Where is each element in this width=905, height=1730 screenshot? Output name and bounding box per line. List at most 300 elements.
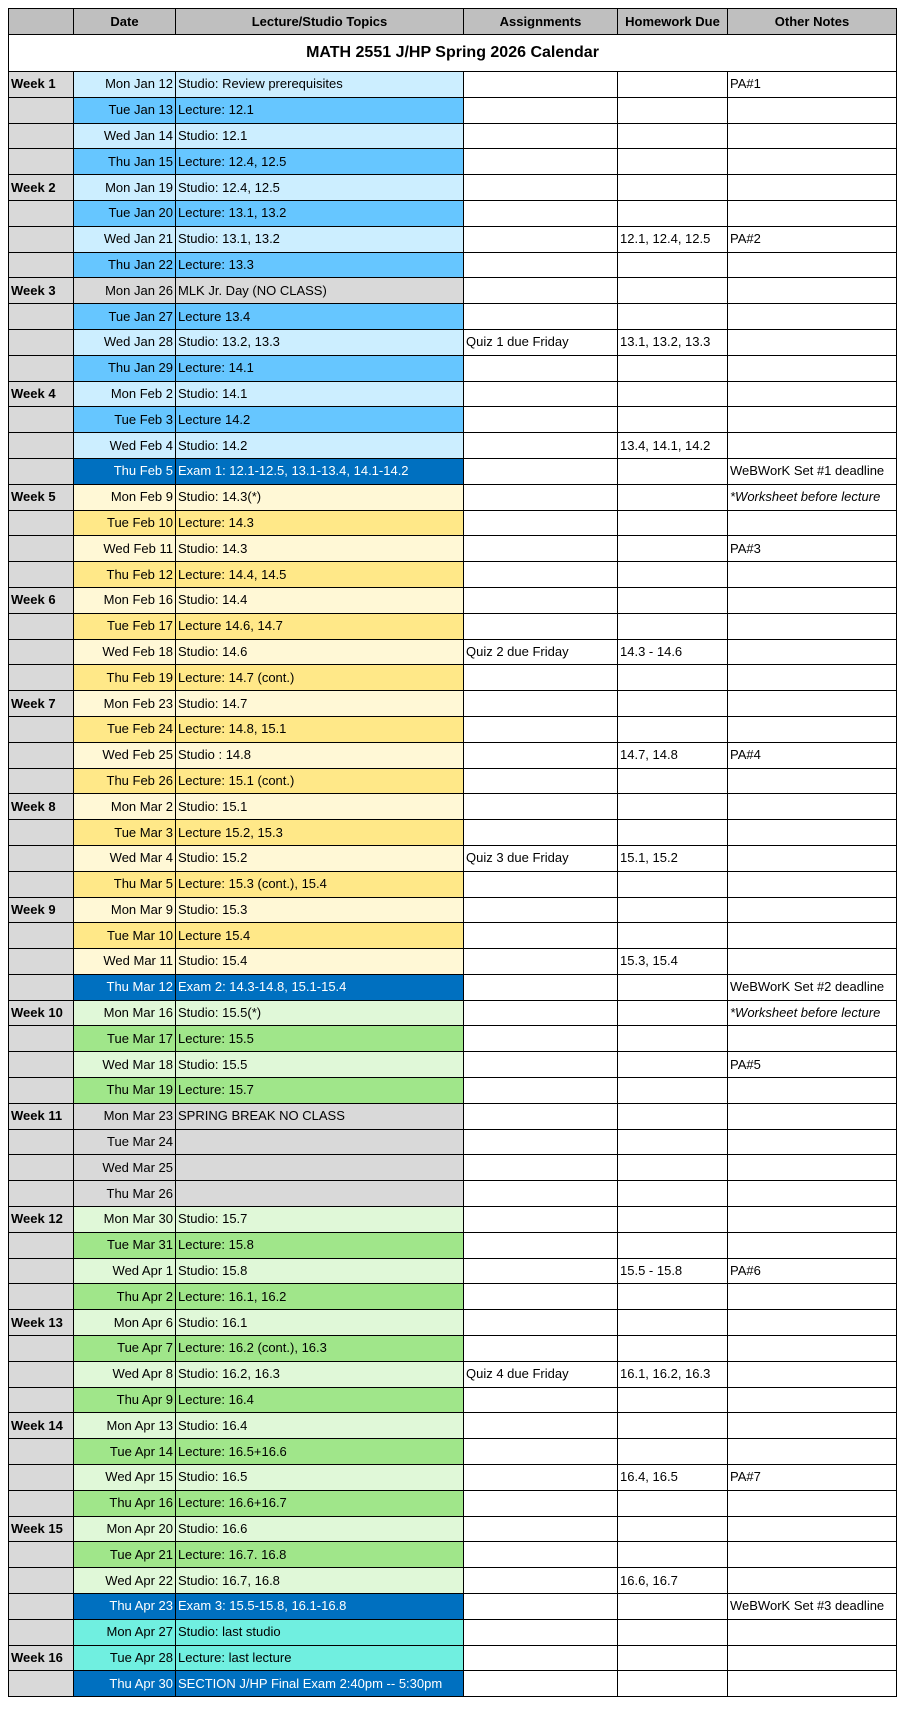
notes-cell: PA#6 <box>728 1258 897 1284</box>
topic-cell: Lecture 14.6, 14.7 <box>176 613 464 639</box>
notes-cell <box>728 355 897 381</box>
table-row <box>9 1284 897 1310</box>
homework-due-cell: 14.7, 14.8 <box>618 742 728 768</box>
topic-cell: Studio: last studio <box>176 1619 464 1645</box>
date-cell: Wed Apr 8 <box>74 1361 176 1387</box>
assignment-cell <box>464 1671 618 1697</box>
week-cell <box>9 1232 74 1258</box>
notes-cell <box>728 1207 897 1233</box>
date-cell: Mon Apr 13 <box>74 1413 176 1439</box>
date-cell: Wed Jan 21 <box>74 226 176 252</box>
notes-cell <box>728 329 897 355</box>
homework-due-cell: 16.4, 16.5 <box>618 1465 728 1491</box>
date-cell: Wed Jan 14 <box>74 123 176 149</box>
date-cell: Thu Feb 12 <box>74 562 176 588</box>
homework-due-cell <box>618 97 728 123</box>
table-row <box>9 845 897 871</box>
week-cell <box>9 1078 74 1104</box>
week-cell <box>9 820 74 846</box>
week-cell <box>9 1052 74 1078</box>
assignment-cell <box>464 1310 618 1336</box>
assignment-cell: Quiz 3 due Friday <box>464 845 618 871</box>
notes-cell <box>728 820 897 846</box>
date-cell: Mon Apr 27 <box>74 1619 176 1645</box>
date-cell: Thu Apr 2 <box>74 1284 176 1310</box>
notes-cell <box>728 1490 897 1516</box>
date-cell: Tue Mar 31 <box>74 1232 176 1258</box>
homework-due-cell <box>618 149 728 175</box>
date-cell: Thu Apr 30 <box>74 1671 176 1697</box>
table-row <box>9 1387 897 1413</box>
homework-due-cell <box>618 252 728 278</box>
assignment-cell <box>464 510 618 536</box>
date-cell: Wed Mar 4 <box>74 845 176 871</box>
topic-cell: Lecture: 16.1, 16.2 <box>176 1284 464 1310</box>
date-cell: Thu Apr 23 <box>74 1594 176 1620</box>
notes-cell <box>728 639 897 665</box>
table-row <box>9 613 897 639</box>
week-cell: Week 11 <box>9 1103 74 1129</box>
homework-due-cell <box>618 278 728 304</box>
assignment-cell <box>464 458 618 484</box>
homework-due-cell <box>618 355 728 381</box>
week-cell <box>9 974 74 1000</box>
assignment-cell <box>464 1336 618 1362</box>
week-cell: Week 4 <box>9 381 74 407</box>
week-cell <box>9 123 74 149</box>
table-row <box>9 1645 897 1671</box>
notes-cell: PA#2 <box>728 226 897 252</box>
date-cell: Thu Mar 12 <box>74 974 176 1000</box>
homework-due-cell <box>618 1207 728 1233</box>
homework-due-cell: 13.4, 14.1, 14.2 <box>618 433 728 459</box>
date-cell: Tue Jan 13 <box>74 97 176 123</box>
topic-cell: Studio: Review prerequisites <box>176 72 464 98</box>
header-assignments: Assignments <box>464 9 618 35</box>
topic-cell: Lecture: 15.3 (cont.), 15.4 <box>176 871 464 897</box>
table-row <box>9 587 897 613</box>
header-other-notes: Other Notes <box>728 9 897 35</box>
topic-cell: Lecture: 12.4, 12.5 <box>176 149 464 175</box>
notes-cell <box>728 587 897 613</box>
table-row <box>9 1207 897 1233</box>
table-row <box>9 1594 897 1620</box>
calendar-body <box>9 72 897 1697</box>
topic-cell: Studio: 15.7 <box>176 1207 464 1233</box>
table-row <box>9 536 897 562</box>
assignment-cell <box>464 1026 618 1052</box>
homework-due-cell <box>618 1078 728 1104</box>
week-cell: Week 12 <box>9 1207 74 1233</box>
week-cell <box>9 97 74 123</box>
date-cell: Mon Mar 23 <box>74 1103 176 1129</box>
assignment-cell <box>464 1181 618 1207</box>
table-row <box>9 742 897 768</box>
notes-cell <box>728 97 897 123</box>
homework-due-cell <box>618 1516 728 1542</box>
topic-cell: Lecture 15.2, 15.3 <box>176 820 464 846</box>
date-cell: Wed Feb 18 <box>74 639 176 665</box>
notes-cell: PA#3 <box>728 536 897 562</box>
homework-due-cell <box>618 974 728 1000</box>
table-row <box>9 949 897 975</box>
assignment-cell <box>464 587 618 613</box>
topic-cell: Lecture: 14.4, 14.5 <box>176 562 464 588</box>
topic-cell: Lecture 15.4 <box>176 923 464 949</box>
topic-cell: Lecture: last lecture <box>176 1645 464 1671</box>
notes-cell <box>728 1568 897 1594</box>
assignment-cell: Quiz 4 due Friday <box>464 1361 618 1387</box>
table-row <box>9 1568 897 1594</box>
table-row <box>9 1439 897 1465</box>
homework-due-cell <box>618 1155 728 1181</box>
notes-cell <box>728 562 897 588</box>
assignment-cell <box>464 536 618 562</box>
assignment-cell <box>464 613 618 639</box>
assignment-cell <box>464 820 618 846</box>
homework-due-cell <box>618 1103 728 1129</box>
assignment-cell <box>464 355 618 381</box>
week-cell <box>9 871 74 897</box>
week-cell <box>9 1568 74 1594</box>
assignment-cell <box>464 768 618 794</box>
notes-cell <box>728 716 897 742</box>
topic-cell: Lecture: 15.1 (cont.) <box>176 768 464 794</box>
date-cell: Tue Feb 3 <box>74 407 176 433</box>
date-cell: Wed Apr 15 <box>74 1465 176 1491</box>
notes-cell <box>728 1181 897 1207</box>
assignment-cell <box>464 1516 618 1542</box>
homework-due-cell <box>618 458 728 484</box>
table-row <box>9 1490 897 1516</box>
topic-cell: Lecture: 14.1 <box>176 355 464 381</box>
notes-cell <box>728 1387 897 1413</box>
week-cell: Week 8 <box>9 794 74 820</box>
assignment-cell <box>464 278 618 304</box>
assignment-cell <box>464 72 618 98</box>
week-cell <box>9 1284 74 1310</box>
week-cell <box>9 226 74 252</box>
week-cell <box>9 923 74 949</box>
week-cell <box>9 304 74 330</box>
notes-cell: WeBWorK Set #1 deadline <box>728 458 897 484</box>
notes-cell <box>728 407 897 433</box>
assignment-cell <box>464 974 618 1000</box>
week-cell <box>9 1439 74 1465</box>
topic-cell: Studio: 16.7, 16.8 <box>176 1568 464 1594</box>
assignment-cell <box>464 1542 618 1568</box>
topic-cell <box>176 1155 464 1181</box>
assignment-cell <box>464 149 618 175</box>
table-row <box>9 1155 897 1181</box>
homework-due-cell <box>618 1671 728 1697</box>
date-cell: Tue Feb 17 <box>74 613 176 639</box>
table-row <box>9 1232 897 1258</box>
assignment-cell <box>464 1568 618 1594</box>
homework-due-cell: 14.3 - 14.6 <box>618 639 728 665</box>
table-row <box>9 458 897 484</box>
topic-cell: Studio: 15.5(*) <box>176 1000 464 1026</box>
homework-due-cell <box>618 691 728 717</box>
topic-cell: Studio: 12.1 <box>176 123 464 149</box>
assignment-cell <box>464 1645 618 1671</box>
assignment-cell <box>464 1000 618 1026</box>
date-cell: Mon Jan 12 <box>74 72 176 98</box>
topic-cell: Studio: 13.1, 13.2 <box>176 226 464 252</box>
notes-cell <box>728 304 897 330</box>
table-row <box>9 1336 897 1362</box>
table-row <box>9 123 897 149</box>
week-cell <box>9 149 74 175</box>
homework-due-cell <box>618 1490 728 1516</box>
assignment-cell <box>464 1387 618 1413</box>
homework-due-cell <box>618 175 728 201</box>
table-row <box>9 665 897 691</box>
date-cell: Mon Jan 19 <box>74 175 176 201</box>
date-cell: Tue Apr 14 <box>74 1439 176 1465</box>
week-cell <box>9 639 74 665</box>
topic-cell: MLK Jr. Day (NO CLASS) <box>176 278 464 304</box>
homework-due-cell <box>618 1439 728 1465</box>
date-cell: Mon Feb 23 <box>74 691 176 717</box>
date-cell: Tue Apr 28 <box>74 1645 176 1671</box>
assignment-cell <box>464 665 618 691</box>
notes-cell <box>728 897 897 923</box>
notes-cell: PA#5 <box>728 1052 897 1078</box>
notes-cell <box>728 200 897 226</box>
notes-cell <box>728 278 897 304</box>
topic-cell: Studio: 15.2 <box>176 845 464 871</box>
topic-cell: Studio: 12.4, 12.5 <box>176 175 464 201</box>
assignment-cell <box>464 97 618 123</box>
homework-due-cell <box>618 510 728 536</box>
homework-due-cell <box>618 562 728 588</box>
week-cell: Week 13 <box>9 1310 74 1336</box>
week-cell <box>9 536 74 562</box>
topic-cell: Lecture: 16.2 (cont.), 16.3 <box>176 1336 464 1362</box>
week-cell: Week 5 <box>9 484 74 510</box>
topic-cell: Studio: 16.4 <box>176 1413 464 1439</box>
assignment-cell <box>464 175 618 201</box>
table-row <box>9 329 897 355</box>
week-cell: Week 15 <box>9 1516 74 1542</box>
table-row <box>9 897 897 923</box>
assignment-cell <box>464 304 618 330</box>
homework-due-cell <box>618 123 728 149</box>
table-row <box>9 1465 897 1491</box>
homework-due-cell: 13.1, 13.2, 13.3 <box>618 329 728 355</box>
notes-cell <box>728 871 897 897</box>
homework-due-cell <box>618 304 728 330</box>
table-row <box>9 1078 897 1104</box>
week-cell <box>9 742 74 768</box>
topic-cell: Lecture: 12.1 <box>176 97 464 123</box>
week-cell <box>9 252 74 278</box>
topic-cell: Studio: 16.5 <box>176 1465 464 1491</box>
table-row <box>9 1516 897 1542</box>
notes-cell <box>728 433 897 459</box>
week-cell <box>9 1129 74 1155</box>
date-cell: Tue Mar 24 <box>74 1129 176 1155</box>
calendar-table <box>8 8 897 1697</box>
assignment-cell <box>464 1103 618 1129</box>
week-cell <box>9 1387 74 1413</box>
assignment-cell <box>464 433 618 459</box>
date-cell: Wed Feb 4 <box>74 433 176 459</box>
date-cell: Tue Feb 10 <box>74 510 176 536</box>
week-cell: Week 10 <box>9 1000 74 1026</box>
topic-cell: SECTION J/HP Final Exam 2:40pm -- 5:30pm <box>176 1671 464 1697</box>
date-cell: Mon Jan 26 <box>74 278 176 304</box>
topic-cell: Exam 3: 15.5-15.8, 16.1-16.8 <box>176 1594 464 1620</box>
topic-cell: SPRING BREAK NO CLASS <box>176 1103 464 1129</box>
notes-cell <box>728 175 897 201</box>
table-row <box>9 691 897 717</box>
homework-due-cell <box>618 1052 728 1078</box>
homework-due-cell <box>618 1310 728 1336</box>
assignment-cell <box>464 1078 618 1104</box>
date-cell: Wed Apr 1 <box>74 1258 176 1284</box>
week-cell <box>9 613 74 639</box>
table-row <box>9 1542 897 1568</box>
table-row <box>9 639 897 665</box>
week-cell <box>9 1671 74 1697</box>
assignment-cell <box>464 742 618 768</box>
week-cell <box>9 716 74 742</box>
homework-due-cell <box>618 768 728 794</box>
week-cell <box>9 458 74 484</box>
topic-cell: Lecture: 14.7 (cont.) <box>176 665 464 691</box>
assignment-cell <box>464 1207 618 1233</box>
date-cell: Mon Feb 2 <box>74 381 176 407</box>
date-cell: Wed Feb 11 <box>74 536 176 562</box>
homework-due-cell <box>618 407 728 433</box>
week-cell <box>9 355 74 381</box>
assignment-cell <box>464 1284 618 1310</box>
table-row <box>9 484 897 510</box>
topic-cell: Studio: 16.6 <box>176 1516 464 1542</box>
date-cell: Thu Apr 16 <box>74 1490 176 1516</box>
header-homework-due: Homework Due <box>618 9 728 35</box>
date-cell: Wed Apr 22 <box>74 1568 176 1594</box>
assignment-cell: Quiz 2 due Friday <box>464 639 618 665</box>
week-cell <box>9 1490 74 1516</box>
notes-cell <box>728 1078 897 1104</box>
homework-due-cell <box>618 1336 728 1362</box>
table-row <box>9 820 897 846</box>
topic-cell: Lecture: 16.7. 16.8 <box>176 1542 464 1568</box>
notes-cell <box>728 1232 897 1258</box>
notes-cell <box>728 691 897 717</box>
notes-cell <box>728 1129 897 1155</box>
assignment-cell <box>464 123 618 149</box>
week-cell: Week 9 <box>9 897 74 923</box>
notes-cell <box>728 1516 897 1542</box>
topic-cell: Lecture 14.2 <box>176 407 464 433</box>
topic-cell <box>176 1129 464 1155</box>
notes-cell <box>728 845 897 871</box>
notes-cell: WeBWorK Set #2 deadline <box>728 974 897 1000</box>
homework-due-cell <box>618 1026 728 1052</box>
topic-cell: Exam 1: 12.1-12.5, 13.1-13.4, 14.1-14.2 <box>176 458 464 484</box>
week-cell <box>9 1336 74 1362</box>
homework-due-cell: 16.6, 16.7 <box>618 1568 728 1594</box>
topic-cell: Studio: 16.2, 16.3 <box>176 1361 464 1387</box>
table-row <box>9 1258 897 1284</box>
assignment-cell <box>464 1413 618 1439</box>
date-cell: Thu Apr 9 <box>74 1387 176 1413</box>
week-cell <box>9 1542 74 1568</box>
assignment-cell <box>464 1052 618 1078</box>
table-row <box>9 200 897 226</box>
topic-cell <box>176 1181 464 1207</box>
table-row <box>9 355 897 381</box>
notes-cell <box>728 1103 897 1129</box>
topic-cell: Lecture: 13.3 <box>176 252 464 278</box>
week-cell: Week 2 <box>9 175 74 201</box>
assignment-cell <box>464 1594 618 1620</box>
table-row <box>9 871 897 897</box>
date-cell: Wed Mar 18 <box>74 1052 176 1078</box>
table-row <box>9 381 897 407</box>
table-row <box>9 1361 897 1387</box>
date-cell: Tue Feb 24 <box>74 716 176 742</box>
notes-cell <box>728 1619 897 1645</box>
week-cell: Week 6 <box>9 587 74 613</box>
topic-cell: Studio: 15.4 <box>176 949 464 975</box>
homework-due-cell <box>618 871 728 897</box>
homework-due-cell: 15.3, 15.4 <box>618 949 728 975</box>
week-cell <box>9 433 74 459</box>
topic-cell: Lecture: 16.4 <box>176 1387 464 1413</box>
table-row <box>9 1000 897 1026</box>
assignment-cell <box>464 716 618 742</box>
table-row <box>9 433 897 459</box>
table-row <box>9 1181 897 1207</box>
week-cell <box>9 1026 74 1052</box>
header-row <box>9 9 897 35</box>
topic-cell: Studio: 14.1 <box>176 381 464 407</box>
assignment-cell <box>464 226 618 252</box>
homework-due-cell <box>618 1542 728 1568</box>
homework-due-cell <box>618 1284 728 1310</box>
homework-due-cell <box>618 665 728 691</box>
title-row <box>9 35 897 72</box>
week-cell: Week 7 <box>9 691 74 717</box>
header-topics: Lecture/Studio Topics <box>176 9 464 35</box>
notes-cell <box>728 665 897 691</box>
table-row <box>9 175 897 201</box>
date-cell: Mon Mar 9 <box>74 897 176 923</box>
homework-due-cell <box>618 381 728 407</box>
week-cell <box>9 407 74 433</box>
homework-due-cell <box>618 1645 728 1671</box>
table-row <box>9 1619 897 1645</box>
date-cell: Wed Jan 28 <box>74 329 176 355</box>
table-row <box>9 794 897 820</box>
week-cell <box>9 1361 74 1387</box>
date-cell: Mon Mar 30 <box>74 1207 176 1233</box>
topic-cell: Studio: 14.6 <box>176 639 464 665</box>
date-cell: Mon Feb 16 <box>74 587 176 613</box>
homework-due-cell <box>618 484 728 510</box>
assignment-cell <box>464 1129 618 1155</box>
notes-cell <box>728 252 897 278</box>
table-row <box>9 252 897 278</box>
date-cell: Tue Apr 7 <box>74 1336 176 1362</box>
week-cell: Week 14 <box>9 1413 74 1439</box>
topic-cell: Studio: 15.5 <box>176 1052 464 1078</box>
